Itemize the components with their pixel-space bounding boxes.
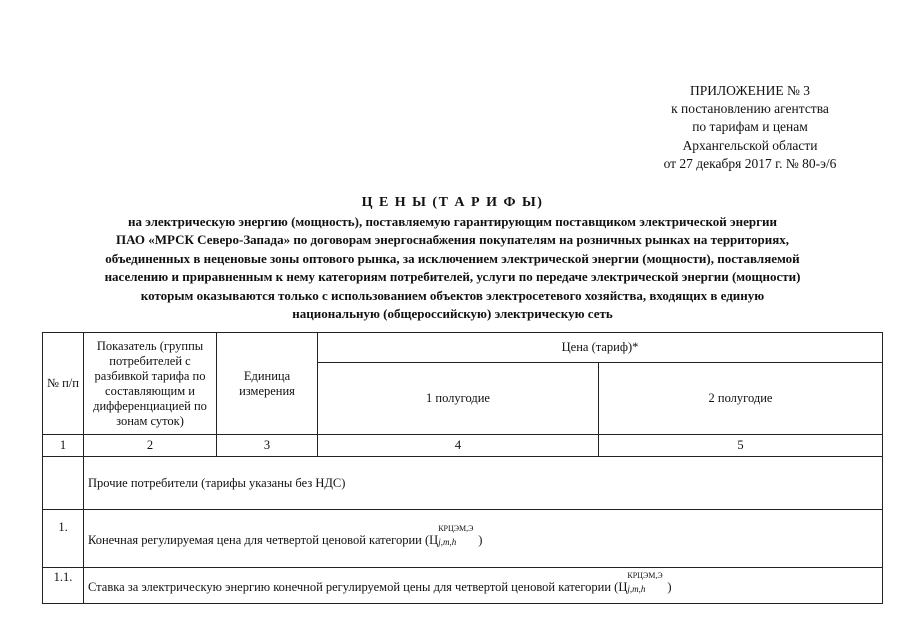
title-line: населению и приравненным к нему категориям потребителей, услуги по передаче электрической энергии (мощности): [104, 269, 801, 284]
row-label: Ставка за электрическую энергию конечной регулируемой цены для четвертой ценовой категории (Ц: [88, 579, 628, 594]
title-line: которым оказываются только с использованием объектов электросетевого хозяйства, входящих в единую: [140, 287, 765, 303]
header-num: № п/п: [43, 333, 84, 435]
header-unit: Единица измерения: [217, 333, 318, 435]
appendix-line: ПРИЛОЖЕНИЕ № 3: [689, 83, 811, 98]
table-cell-empty: [43, 457, 84, 510]
section-other-consumers: Прочие потребители (тарифы указаны без НДС): [84, 457, 883, 510]
header-indicator: Показатель (группы потребителей с разбивкой тарифа по составляющим и дифференциацией по зонам суток): [84, 333, 217, 435]
appendix-block: [600, 82, 900, 173]
header-half1: 1 полугодие: [318, 363, 599, 435]
price-symbol: [438, 523, 478, 547]
row-final-price: [84, 510, 883, 568]
title-line: на электрическую энергию (мощность), поставляемую гарантирующим поставщиком электрической энергии: [127, 213, 778, 229]
row-number: 1.1.: [43, 568, 84, 604]
row-energy-rate: [84, 568, 883, 604]
row-label: Конечная регулируемая цена для четвертой ценовой категории (Ц: [88, 532, 439, 547]
appendix-line: от 27 декабря 2017 г. № 80-э/6: [663, 155, 837, 171]
row-energy-rate-text: [88, 570, 672, 594]
header-price: Цена (тариф)*: [318, 333, 883, 363]
appendix-line: Архангельской области: [682, 137, 818, 153]
column-number: 3: [217, 435, 318, 457]
row-number: 1.: [43, 510, 84, 568]
document-title: [40, 194, 865, 324]
header-half2: 2 полугодие: [599, 363, 883, 435]
column-number: 2: [84, 435, 217, 457]
appendix-line: по тарифам и ценам: [692, 119, 808, 135]
close-paren: ): [478, 532, 483, 547]
superscript: КРЦЭМ,Э: [438, 523, 474, 533]
column-number: 4: [318, 435, 599, 457]
subscript: j,m,h: [438, 536, 457, 547]
superscript: КРЦЭМ,Э: [627, 570, 663, 580]
title-line: ПАО «МРСК Северо-Запада» по договорам энергоснабжения покупателям на розничных рынках на территориях,: [116, 232, 789, 247]
subscript: j,m,h: [627, 583, 646, 594]
close-paren: ): [667, 579, 672, 594]
row-final-price-text: [88, 523, 483, 547]
column-number: 1: [43, 435, 84, 457]
appendix-line: к постановлению агентства: [671, 101, 829, 117]
price-symbol: [627, 570, 667, 594]
title-line: национальную (общероссийскую) электрическую сеть: [292, 306, 613, 321]
column-number: 5: [599, 435, 883, 457]
tariff-table: [42, 332, 883, 604]
title-heading: Ц Е Н Ы (Т А Р И Ф Ы): [361, 195, 544, 210]
title-line: объединенных в неценовые зоны оптового рынка, за исключением электрической энергии (мощности), поставляемой: [105, 250, 800, 266]
